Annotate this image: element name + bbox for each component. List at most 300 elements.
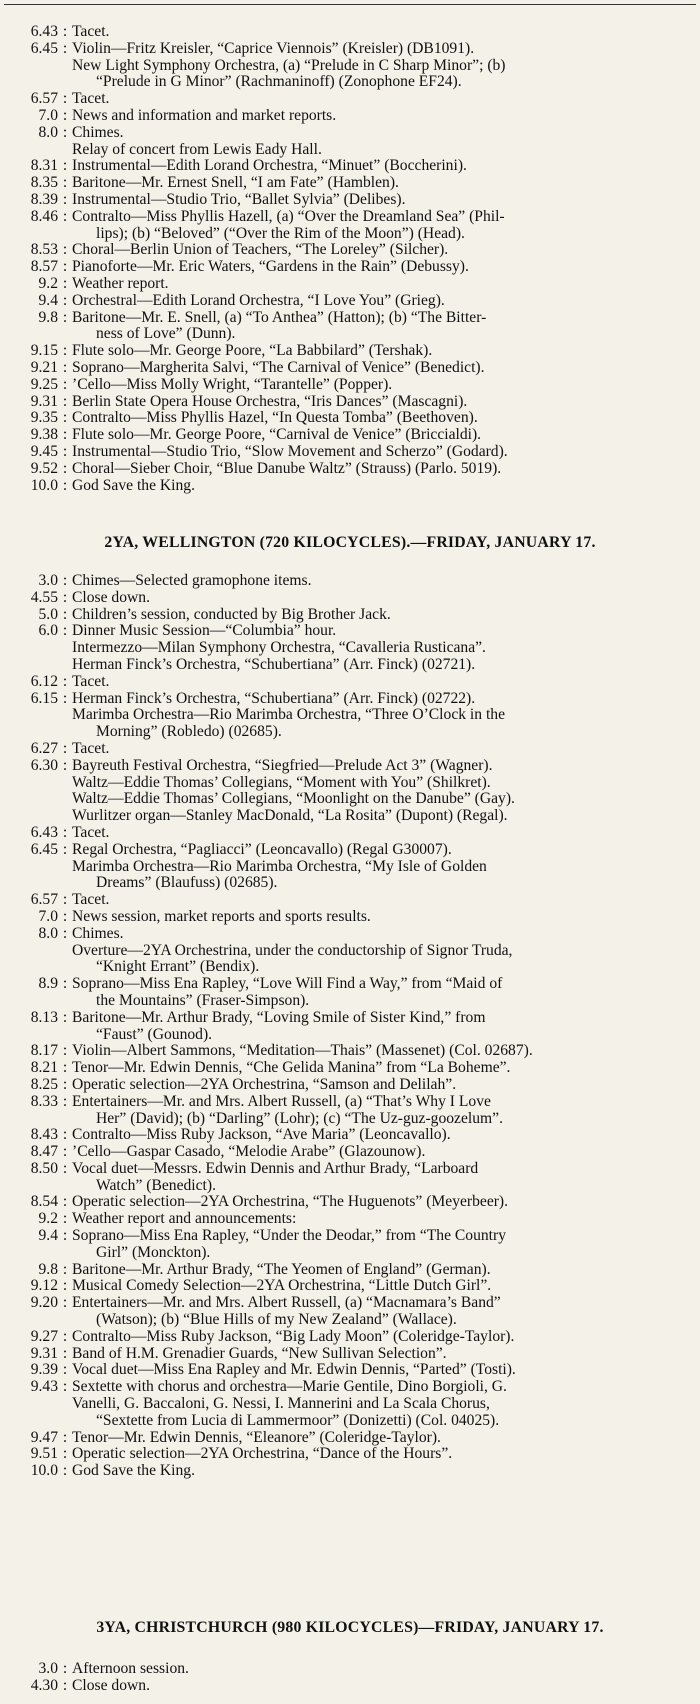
- entry-line: (Watson); (b) “Blue Hills of my New Zealand” (Wallace).: [96, 1311, 457, 1329]
- programme-entry: [6, 623, 696, 673]
- programme-entry: [6, 1060, 696, 1077]
- entry-time: 3.0: [38, 1660, 58, 1677]
- entry-body: [72, 242, 696, 259]
- entry-line: Sextette with chorus and orchestra—Marie Gentile, Dino Borgioli, G.: [72, 1378, 507, 1396]
- entry-body: [72, 1010, 696, 1044]
- entry-time: 8.46: [30, 207, 58, 225]
- entry-line: Tacet.: [72, 823, 110, 841]
- entry-time: 6.0: [38, 622, 58, 640]
- programme-entry: [6, 1278, 696, 1295]
- time-separator: :: [62, 1227, 68, 1245]
- entry-line: Close down.: [72, 1676, 150, 1694]
- entry-body: [72, 427, 696, 444]
- entry-time: 6.57: [30, 90, 58, 108]
- programme-entry: [6, 1010, 696, 1044]
- time-separator: :: [62, 588, 68, 606]
- entry-time: 8.31: [30, 157, 58, 175]
- entry-line: Soprano—Miss Ena Rapley, “Under the Deodar,” from “The Country: [72, 1227, 507, 1245]
- entry-time: 9.51: [30, 1445, 58, 1463]
- entry-line: Baritone—Mr. Ernest Snell, “I am Fate” (Hamblen).: [72, 174, 399, 192]
- entry-body: [72, 1211, 696, 1228]
- programme-entry: [6, 573, 696, 590]
- programme-entry: [6, 926, 696, 976]
- time-separator: :: [62, 1378, 68, 1396]
- entry-line: Violin—Fritz Kreisler, “Caprice Viennois” (Kreisler) (DB1091).: [72, 39, 475, 57]
- programme-entry: [6, 1211, 696, 1228]
- entry-time: 9.43: [30, 1378, 58, 1396]
- programme-entry: [6, 1329, 696, 1346]
- entry-time: 9.20: [30, 1294, 58, 1312]
- entry-body: [72, 209, 696, 243]
- entry-body: [72, 976, 696, 1010]
- entry-line: Orchestral—Edith Lorand Orchestra, “I Love You” (Grieg).: [72, 291, 445, 309]
- entry-time: 9.4: [38, 1227, 58, 1245]
- time-separator: :: [62, 1660, 68, 1677]
- entry-body: [72, 892, 696, 909]
- entry-body: [72, 691, 696, 741]
- entry-line: Instrumental—Edith Lorand Orchestra, “Minuet” (Boccherini).: [72, 157, 467, 175]
- entry-body: [72, 259, 696, 276]
- entry-time: 8.21: [30, 1059, 58, 1077]
- programme-entry: [6, 758, 696, 825]
- time-separator: :: [62, 1193, 68, 1211]
- entry-time: 9.2: [38, 274, 58, 292]
- entry-time: 9.4: [38, 291, 58, 309]
- time-separator: :: [62, 157, 68, 175]
- entry-body: [72, 1161, 696, 1195]
- entry-body: [72, 1295, 696, 1329]
- entry-line: Weather report.: [72, 274, 169, 292]
- programme-entry: [6, 1362, 696, 1379]
- entry-body: [72, 41, 696, 91]
- time-separator: :: [62, 1008, 68, 1026]
- entry-line: Relay of concert from Lewis Eady Hall.: [72, 140, 322, 158]
- entry-line: Children’s session, conducted by Big Brother Jack.: [72, 605, 391, 623]
- entry-body: [72, 1043, 696, 1060]
- entry-line: ness of Love” (Dunn).: [96, 325, 236, 343]
- entry-time: 7.0: [38, 106, 58, 124]
- time-separator: :: [62, 90, 68, 108]
- programme-entry: [6, 1463, 696, 1480]
- time-separator: :: [62, 1059, 68, 1077]
- entry-line: Flute solo—Mr. George Poore, “Carnival de Venice” (Briccialdi).: [72, 426, 482, 444]
- entry-time: 6.43: [30, 23, 58, 40]
- entry-time: 6.15: [30, 689, 58, 707]
- time-separator: :: [62, 258, 68, 276]
- entry-body: [72, 192, 696, 209]
- entry-time: 8.50: [30, 1159, 58, 1177]
- entry-body: [72, 1661, 696, 1678]
- entry-body: [72, 590, 696, 607]
- entry-line: Soprano—Margherita Salvi, “The Carnival of Venice” (Benedict).: [72, 358, 485, 376]
- time-separator: :: [62, 358, 68, 376]
- time-separator: :: [62, 689, 68, 707]
- entry-line: Morning” (Robledo) (02685).: [96, 723, 282, 741]
- entry-line: Baritone—Mr. Arthur Brady, “The Yeomen of England” (German).: [72, 1260, 491, 1278]
- entry-line: Girl” (Monckton).: [96, 1243, 211, 1261]
- programme-entry: [6, 175, 696, 192]
- entry-body: [72, 461, 696, 478]
- entry-line: God Save the King.: [72, 1462, 195, 1480]
- entry-time: 9.15: [30, 342, 58, 360]
- time-separator: :: [62, 459, 68, 477]
- entry-body: [72, 1127, 696, 1144]
- entry-line: Vanelli, G. Baccaloni, G. Nessi, I. Mannerini and La Scala Chorus,: [72, 1395, 490, 1413]
- programme-entry: [6, 1077, 696, 1094]
- entry-time: 9.35: [30, 409, 58, 427]
- entry-line: Contralto—Miss Phyllis Hazell, (a) “Over the Dreamland Sea” (Phil-: [72, 207, 505, 225]
- time-separator: :: [62, 1126, 68, 1144]
- programme-entry: [6, 125, 696, 159]
- programme-entry: [6, 41, 696, 91]
- entry-time: 8.43: [30, 1126, 58, 1144]
- programme-section-1ya-continued: [6, 24, 696, 494]
- time-separator: :: [62, 291, 68, 309]
- entry-line: Chimes.: [72, 123, 124, 141]
- entry-line: Weather report and announcements:: [72, 1210, 297, 1228]
- entry-body: [72, 1060, 696, 1077]
- programme-entry: [6, 478, 696, 495]
- entry-body: [72, 1278, 696, 1295]
- entry-body: [72, 607, 696, 624]
- entry-time: 6.12: [30, 672, 58, 690]
- programme-entry: [6, 1295, 696, 1329]
- entry-line: ’Cello—Gaspar Casado, “Melodie Arabe” (Glazounow).: [72, 1143, 426, 1161]
- entry-body: [72, 158, 696, 175]
- entry-line: Choral—Sieber Choir, “Blue Danube Waltz” (Strauss) (Parlo. 5019).: [72, 459, 502, 477]
- programme-entry: [6, 259, 696, 276]
- entry-time: 8.0: [38, 123, 58, 141]
- entry-line: Operatic selection—2YA Orchestrina, “Samson and Delilah”.: [72, 1075, 457, 1093]
- entry-body: [72, 1446, 696, 1463]
- time-separator: :: [62, 572, 68, 589]
- entry-line: Herman Finck’s Orchestra, “Schubertiana” (Arr. Finck) (02722).: [72, 689, 476, 707]
- entry-body: [72, 24, 696, 41]
- time-separator: :: [62, 1143, 68, 1161]
- time-separator: :: [62, 442, 68, 460]
- programme-entry: [6, 427, 696, 444]
- time-separator: :: [62, 308, 68, 326]
- programme-entry: [6, 410, 696, 427]
- programme-entry: [6, 276, 696, 293]
- time-separator: :: [62, 342, 68, 360]
- programme-section-2ya: [6, 573, 696, 1480]
- entry-body: [72, 1228, 696, 1262]
- entry-body: [72, 276, 696, 293]
- time-separator: :: [62, 1075, 68, 1093]
- entry-line: Waltz—Eddie Thomas’ Collegians, “Moonlight on the Danube” (Gay).: [72, 790, 515, 808]
- entry-body: [72, 1329, 696, 1346]
- entry-line: Instrumental—Studio Trio, “Slow Movement and Scherzo” (Godard).: [72, 442, 508, 460]
- programme-entry: [6, 1127, 696, 1144]
- entry-line: Dreams” (Blaufuss) (02685).: [96, 874, 278, 892]
- programme-entry: [6, 108, 696, 125]
- entry-time: 9.12: [30, 1277, 58, 1295]
- entry-line: Dinner Music Session—“Columbia” hour.: [72, 622, 337, 640]
- entry-line: the Mountains” (Fraser-Simpson).: [96, 991, 310, 1009]
- time-separator: :: [62, 1428, 68, 1446]
- time-separator: :: [62, 756, 68, 774]
- entry-time: 9.21: [30, 358, 58, 376]
- entry-line: Pianoforte—Mr. Eric Waters, “Gardens in the Rain” (Debussy).: [72, 258, 469, 276]
- time-separator: :: [62, 106, 68, 124]
- entry-time: 8.0: [38, 924, 58, 942]
- programme-entry: [6, 1346, 696, 1363]
- time-separator: :: [62, 1327, 68, 1345]
- entry-body: [72, 1262, 696, 1279]
- entry-body: [72, 410, 696, 427]
- entry-body: [72, 623, 696, 673]
- entry-line: Baritone—Mr. Arthur Brady, “Loving Smile of Sister Kind,” from: [72, 1008, 486, 1026]
- entry-line: Marimba Orchestra—Rio Marimba Orchestra, “My Isle of Golden: [72, 857, 487, 875]
- entry-line: Choral—Berlin Union of Teachers, “The Loreley” (Silcher).: [72, 241, 449, 259]
- time-separator: :: [62, 1210, 68, 1228]
- programme-entry: [6, 1094, 696, 1128]
- time-separator: :: [62, 605, 68, 623]
- entry-line: God Save the King.: [72, 476, 195, 494]
- time-separator: :: [62, 1676, 68, 1694]
- entry-line: Tacet.: [72, 891, 110, 909]
- entry-line: Violin—Albert Sammons, “Meditation—Thais” (Massenet) (Col. 02687).: [72, 1042, 533, 1060]
- time-separator: :: [62, 1462, 68, 1480]
- entry-time: 3.0: [38, 572, 58, 589]
- entry-time: 6.30: [30, 756, 58, 774]
- entry-body: [72, 1346, 696, 1363]
- entry-body: [72, 926, 696, 976]
- entry-body: [72, 1379, 696, 1429]
- entry-time: 8.25: [30, 1075, 58, 1093]
- entry-time: 9.31: [30, 1344, 58, 1362]
- entry-line: Regal Orchestra, “Pagliacci” (Leoncavallo) (Regal G30007).: [72, 840, 452, 858]
- entry-line: Contralto—Miss Phyllis Hazel, “In Questa Tomba” (Beethoven).: [72, 409, 478, 427]
- time-separator: :: [62, 476, 68, 494]
- entry-body: [72, 1144, 696, 1161]
- time-separator: :: [62, 1445, 68, 1463]
- programme-entry: [6, 444, 696, 461]
- entry-body: [72, 91, 696, 108]
- entry-line: Waltz—Eddie Thomas’ Collegians, “Moment with You” (Shilkret).: [72, 773, 491, 791]
- programme-entry: [6, 377, 696, 394]
- entry-time: 6.27: [30, 739, 58, 757]
- time-separator: :: [62, 190, 68, 208]
- entry-body: [72, 125, 696, 159]
- entry-line: Band of H.M. Grenadier Guards, “New Sullivan Selection”.: [72, 1344, 447, 1362]
- entry-line: Soprano—Miss Ena Rapley, “Love Will Find a Way,” from “Maid of: [72, 975, 503, 993]
- time-separator: :: [62, 622, 68, 640]
- programme-entry: [6, 293, 696, 310]
- entry-line: Marimba Orchestra—Rio Marimba Orchestra, “Three O’Clock in the: [72, 706, 506, 724]
- time-separator: :: [62, 207, 68, 225]
- entry-line: Entertainers—Mr. and Mrs. Albert Russell, (a) “Macnamara’s Band”: [72, 1294, 501, 1312]
- programme-entry: [6, 1161, 696, 1195]
- entry-time: 9.38: [30, 426, 58, 444]
- entry-line: Close down.: [72, 588, 150, 606]
- entry-body: [72, 1094, 696, 1128]
- entry-line: Baritone—Mr. E. Snell, (a) “To Anthea” (Hatton); (b) “The Bitter-: [72, 308, 487, 326]
- time-separator: :: [62, 1361, 68, 1379]
- entry-line: “Sextette from Lucia di Lammermoor” (Donizetti) (Col. 04025).: [96, 1411, 500, 1429]
- programme-entry: [6, 741, 696, 758]
- entry-time: 10.0: [30, 1462, 58, 1480]
- programme-entry: [6, 825, 696, 842]
- entry-body: [72, 1077, 696, 1094]
- entry-time: 8.39: [30, 190, 58, 208]
- entry-time: 6.43: [30, 823, 58, 841]
- time-separator: :: [62, 1277, 68, 1295]
- entry-line: Chimes.: [72, 924, 124, 942]
- time-separator: :: [62, 241, 68, 259]
- entry-line: ’Cello—Miss Molly Wright, “Tarantelle” (Popper).: [72, 375, 393, 393]
- entry-body: [72, 674, 696, 691]
- entry-body: [72, 741, 696, 758]
- entry-body: [72, 478, 696, 495]
- time-separator: :: [62, 1042, 68, 1060]
- entry-line: News session, market reports and sports results.: [72, 907, 371, 925]
- entry-time: 5.0: [38, 605, 58, 623]
- time-separator: :: [62, 924, 68, 942]
- entry-line: “Prelude in G Minor” (Rachmaninoff) (Zonophone EF24).: [96, 73, 462, 91]
- entry-line: “Faust” (Gounod).: [96, 1025, 213, 1043]
- entry-body: [72, 175, 696, 192]
- entry-time: 8.57: [30, 258, 58, 276]
- entry-time: 9.27: [30, 1327, 58, 1345]
- time-separator: :: [62, 426, 68, 444]
- entry-line: Tacet.: [72, 739, 110, 757]
- entry-time: 7.0: [38, 907, 58, 925]
- programme-entry: [6, 209, 696, 243]
- time-separator: :: [62, 274, 68, 292]
- entry-time: 9.8: [38, 308, 58, 326]
- entry-body: [72, 108, 696, 125]
- entry-time: 9.31: [30, 392, 58, 410]
- entry-line: Musical Comedy Selection—2YA Orchestrina, “Little Dutch Girl”.: [72, 1277, 492, 1295]
- entry-line: Tenor—Mr. Edwin Dennis, “Eleanore” (Coleridge-Taylor).: [72, 1428, 441, 1446]
- entry-line: Vocal duet—Messrs. Edwin Dennis and Arthur Brady, “Larboard: [72, 1159, 479, 1177]
- entry-line: Tacet.: [72, 23, 110, 40]
- entry-time: 8.47: [30, 1143, 58, 1161]
- entry-line: Contralto—Miss Ruby Jackson, “Big Lady Moon” (Coleridge-Taylor).: [72, 1327, 515, 1345]
- entry-body: [72, 909, 696, 926]
- entry-line: Herman Finck’s Orchestra, “Schubertiana” (Arr. Finck) (02721).: [72, 655, 476, 673]
- entry-line: “Knight Errant” (Bendix).: [96, 958, 260, 976]
- station-heading-3ya: 3YA, CHRISTCHURCH (980 KILOCYCLES)—FRIDAY, JANUARY 17.: [96, 1619, 604, 1636]
- programme-entry: [6, 1430, 696, 1447]
- entry-line: lips); (b) “Beloved” (“Over the Rim of the Moon”) (Head).: [96, 224, 465, 242]
- entry-time: 9.47: [30, 1428, 58, 1446]
- entry-body: [72, 343, 696, 360]
- programme-entry: [6, 607, 696, 624]
- entry-body: [72, 394, 696, 411]
- programme-entry: [6, 1144, 696, 1161]
- time-separator: :: [62, 1294, 68, 1312]
- entry-time: 9.2: [38, 1210, 58, 1228]
- programme-entry: [6, 892, 696, 909]
- entry-time: 8.35: [30, 174, 58, 192]
- entry-body: [72, 1362, 696, 1379]
- entry-time: 8.17: [30, 1042, 58, 1060]
- entry-line: Overture—2YA Orchestrina, under the conductorship of Signor Truda,: [72, 941, 513, 959]
- time-separator: :: [62, 672, 68, 690]
- programme-entry: [6, 1194, 696, 1211]
- entry-body: [72, 377, 696, 394]
- entry-time: 8.53: [30, 241, 58, 259]
- programme-entry: [6, 1446, 696, 1463]
- entry-body: [72, 444, 696, 461]
- entry-line: Intermezzo—Milan Symphony Orchestra, “Cavalleria Rusticana”.: [72, 639, 486, 657]
- entry-time: 9.25: [30, 375, 58, 393]
- time-separator: :: [62, 39, 68, 57]
- programme-entry: [6, 1678, 696, 1695]
- entry-body: [72, 293, 696, 310]
- time-separator: :: [62, 123, 68, 141]
- entry-line: New Light Symphony Orchestra, (a) “Prelude in C Sharp Minor”; (b): [72, 56, 506, 74]
- programme-entry: [6, 1262, 696, 1279]
- programme-entry: [6, 1043, 696, 1060]
- entry-line: Wurlitzer organ—Stanley MacDonald, “La Rosita” (Dupont) (Regal).: [72, 807, 508, 825]
- programme-entry: [6, 343, 696, 360]
- time-separator: :: [62, 739, 68, 757]
- entry-body: [72, 758, 696, 825]
- entry-body: [72, 1678, 696, 1695]
- entry-time: 8.13: [30, 1008, 58, 1026]
- entry-body: [72, 310, 696, 344]
- entry-body: [72, 842, 696, 892]
- entry-body: [72, 1463, 696, 1480]
- programme-entry: [6, 691, 696, 741]
- programme-entry: [6, 394, 696, 411]
- entry-time: 4.55: [30, 588, 58, 606]
- entry-body: [72, 573, 696, 590]
- entry-time: 8.33: [30, 1092, 58, 1110]
- entry-time: 9.45: [30, 442, 58, 460]
- time-separator: :: [62, 375, 68, 393]
- programme-entry: [6, 91, 696, 108]
- programme-entry: [6, 461, 696, 478]
- programme-entry: [6, 360, 696, 377]
- entry-line: Her” (David); (b) “Darling” (Lohr); (c) “The Uz-guz-goozelum”.: [96, 1109, 503, 1127]
- entry-line: Operatic selection—2YA Orchestrina, “Dance of the Hours”.: [72, 1445, 453, 1463]
- entry-time: 6.45: [30, 840, 58, 858]
- entry-line: News and information and market reports.: [72, 106, 337, 124]
- programme-entry: [6, 24, 696, 41]
- entry-line: Flute solo—Mr. George Poore, “La Babbilard” (Tershak).: [72, 342, 433, 360]
- entry-line: Afternoon session.: [72, 1660, 189, 1677]
- entry-line: Instrumental—Studio Trio, “Ballet Sylvia” (Delibes).: [72, 190, 406, 208]
- programme-entry: [6, 590, 696, 607]
- time-separator: :: [62, 1159, 68, 1177]
- entry-body: [72, 360, 696, 377]
- time-separator: :: [62, 1092, 68, 1110]
- time-separator: :: [62, 975, 68, 993]
- time-separator: :: [62, 174, 68, 192]
- time-separator: :: [62, 1344, 68, 1362]
- programme-entry: [6, 1228, 696, 1262]
- entry-line: Tacet.: [72, 672, 110, 690]
- entry-time: 6.45: [30, 39, 58, 57]
- entry-line: Bayreuth Festival Orchestra, “Siegfried—Prelude Act 3” (Wagner).: [72, 756, 493, 774]
- entry-time: 6.57: [30, 891, 58, 909]
- entry-line: Operatic selection—2YA Orchestrina, “The Huguenots” (Meyerbeer).: [72, 1193, 509, 1211]
- entry-time: 10.0: [30, 476, 58, 494]
- time-separator: :: [62, 392, 68, 410]
- top-rule: [4, 4, 696, 5]
- time-separator: :: [62, 23, 68, 40]
- station-heading-2ya: 2YA, WELLINGTON (720 KILOCYCLES).—FRIDAY, JANUARY 17.: [104, 534, 596, 551]
- entry-time: 9.8: [38, 1260, 58, 1278]
- programme-entry: [6, 242, 696, 259]
- programme-entry: [6, 909, 696, 926]
- programme-entry: [6, 1379, 696, 1429]
